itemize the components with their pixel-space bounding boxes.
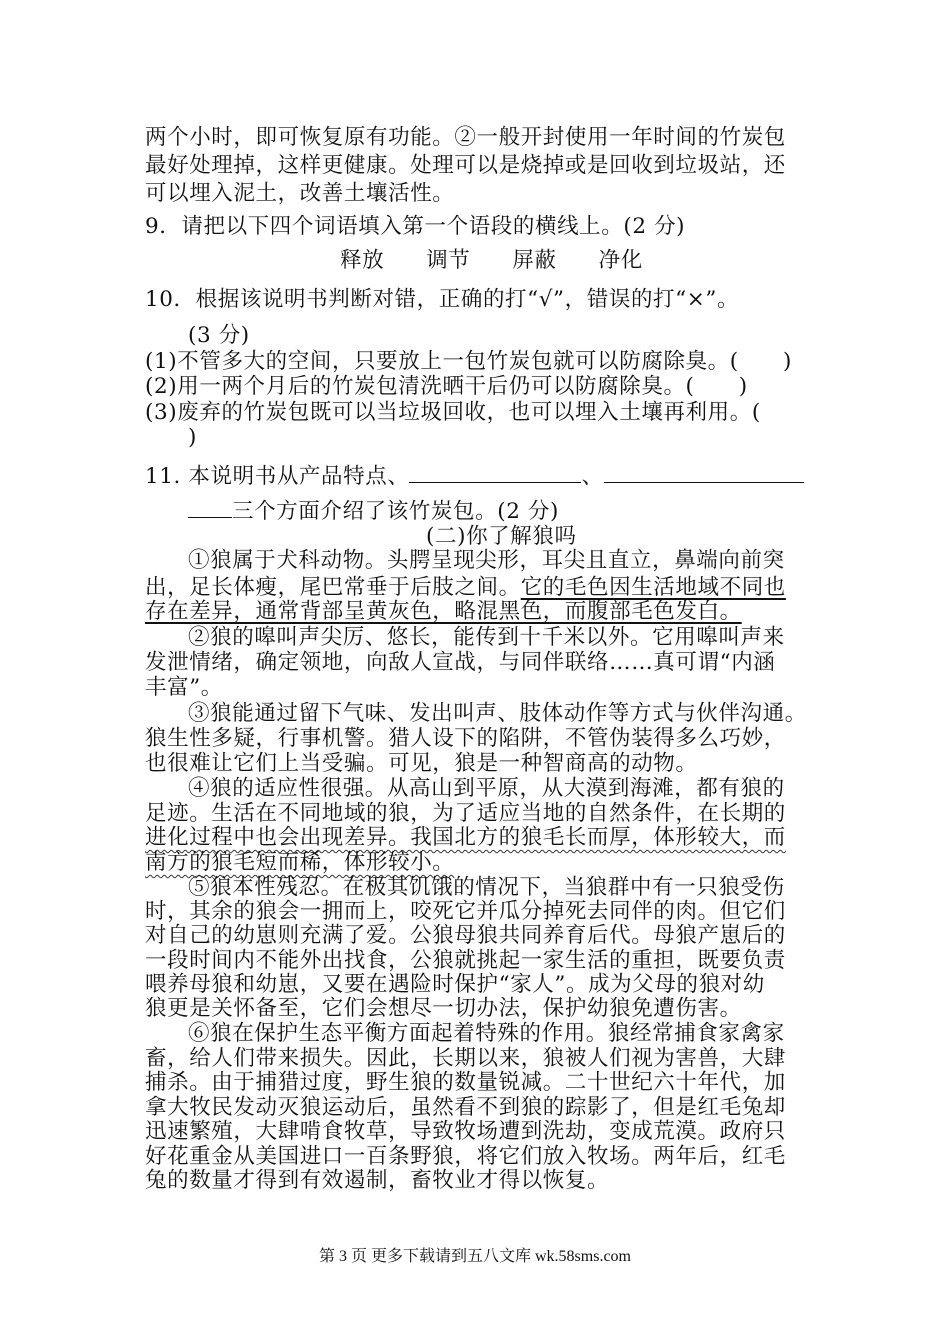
page-footer: 第 3 页 更多下载请到五八文库 wk.58sms.com [318, 1248, 631, 1265]
para-5-line-3: 对自己的幼崽则充满了爱。公狼母狼共同养育后代。母狼产崽后的 [145, 923, 786, 948]
para-6-line-7: 兔的数量才得到有效遏制，畜牧业才得以恢复。 [145, 1168, 610, 1193]
para-2-line-3: 丰富”。 [145, 675, 223, 700]
carryover-line-1: 两个小时，即可恢复原有功能。②一般开封使用一年时间的竹炭包 [145, 125, 786, 150]
wavy-underlined-sentence-cont: 南方的狼毛短而稀，体形较小。 [145, 850, 455, 875]
question-10-points: (3 分) [188, 323, 250, 348]
q9-word: 屏蔽 [512, 248, 557, 273]
para-6-line-1: ⑥狼在保护生态平衡方面起着特殊的作用。狼经常捕食家禽家 [188, 1021, 785, 1046]
q10-item-3-close: ) [188, 425, 197, 450]
para-3-line-3: 也很难让它们上当受骗。可见，狼是一种智商高的动物。 [145, 751, 698, 776]
para-6-line-2: 畜，给人们带来损失。因此，长期以来，狼被人们视为害兽，大肆 [145, 1046, 786, 1071]
q10-item-2: (2)用一两个月后的竹炭包清洗晒干后仍可以防腐除臭。( ) [145, 374, 748, 399]
underlined-sentence: 它的毛色因生活地域不同也 [520, 575, 786, 600]
q9-word: 调节 [426, 248, 471, 273]
carryover-line-2: 最好处理掉，这样更健康。处理可以是烧掉或是回收到垃圾站，还 [145, 153, 786, 178]
para-1-line-1: ①狼属于犬科动物。头腭呈现尖形，耳尖且直立，鼻端向前突 [188, 548, 785, 573]
wavy-underlined-sentence: 进化过程中也会出现差异。我国北方的狼毛长而厚，体形较大，而 [145, 825, 786, 850]
para-6-line-5: 迅速繁殖，大肆啃食牧草，导致牧场遭到洗劫，变成荒漠。政府只 [145, 1119, 786, 1144]
section-title: (二)你了解狼吗 [426, 524, 577, 549]
q11-text-start: 11. 本说明书从产品特点、 [145, 464, 410, 489]
question-10-stem: 10．根据该说明书判断对错，正确的打“√”，错误的打“×”。 [145, 287, 740, 312]
q11-blank-1[interactable] [409, 460, 581, 483]
para-2-line-2: 发泄情绪，确定领地，向敌人宣战，与同伴联络……真可谓“内涵 [145, 650, 776, 675]
question-9: 9．请把以下四个词语填入第一个语段的横线上。(2 分) [145, 214, 686, 239]
q11-blank-2[interactable] [604, 460, 804, 483]
q11-separator: 、 [581, 464, 604, 489]
para-3-line-1: ③狼能通过留下气味、发出叫声、肢体动作等方式与伙伴沟通。 [188, 701, 807, 726]
q10-item-1: (1)不管多大的空间，只要放上一包竹炭包就可以防腐除臭。( ) [145, 349, 792, 374]
para-1-text: 出，足长体瘦，尾巴常垂于后肢之间。 [145, 575, 521, 600]
q11-blank-3[interactable] [188, 495, 232, 518]
para-4-line-1: ④狼的适应性很强。从高山到平原，从大漠到海滩，都有狼的 [188, 776, 785, 801]
q9-word-list [340, 246, 685, 276]
para-2-line-1: ②狼的嗥叫声尖厉、悠长，能传到十千米以外。它用嗥叫声来 [188, 625, 785, 650]
para-4-line-2: 足迹。生活在不同地域的狼，为了适应当地的自然条件，在长期的 [145, 801, 786, 826]
para-6-line-6: 好花重金从美国进口一百条野狼，将它们放入牧场。两年后，红毛 [145, 1144, 786, 1169]
para-5-line-5: 喂养母狼和幼崽，又要在遇险时保护“家人”。成为父母的狼对幼 [145, 972, 765, 997]
carryover-line-3: 可以埋入泥土，改善土壤活性。 [145, 181, 455, 206]
para-3-line-2: 狼生性多疑，行事机警。猎人设下的陷阱，不管伪装得多么巧妙， [145, 726, 786, 751]
para-5-line-2: 时，其余的狼会一拥而上，咬死它并瓜分掉死去同伴的肉。但它们 [145, 899, 786, 924]
para-5-line-6: 狼更是关怀备至，它们会想尽一切办法，保护幼狼免遭伤害。 [145, 996, 742, 1021]
q10-item-3: (3)废弃的竹炭包既可以当垃圾回收，也可以埋入土壤再利用。( [145, 400, 761, 425]
q9-word: 净化 [598, 248, 643, 273]
para-5-line-1: ⑤狼本性残忍。在极其饥饿的情况下，当狼群中有一只狼受伤 [188, 875, 785, 900]
q11-text-end: 三个方面介绍了该竹炭包。(2 分) [232, 499, 559, 524]
question-11 [145, 460, 804, 492]
para-6-line-3: 捕杀。由于捕猎过度，野生狼的数量锐减。二十世纪六十年代，加 [145, 1070, 786, 1095]
para-6-line-4: 拿大牧民发动灭狼运动后，虽然看不到狼的踪影了，但是红毛兔却 [145, 1095, 786, 1120]
q9-word: 释放 [340, 248, 385, 273]
underlined-sentence-cont: 存在差异，通常背部呈黄灰色，略混黑色，而腹部毛色发白。 [145, 599, 742, 624]
para-5-line-4: 一段时间内不能外出找食，公狼就挑起一家生活的重担，既要负责 [145, 948, 786, 973]
